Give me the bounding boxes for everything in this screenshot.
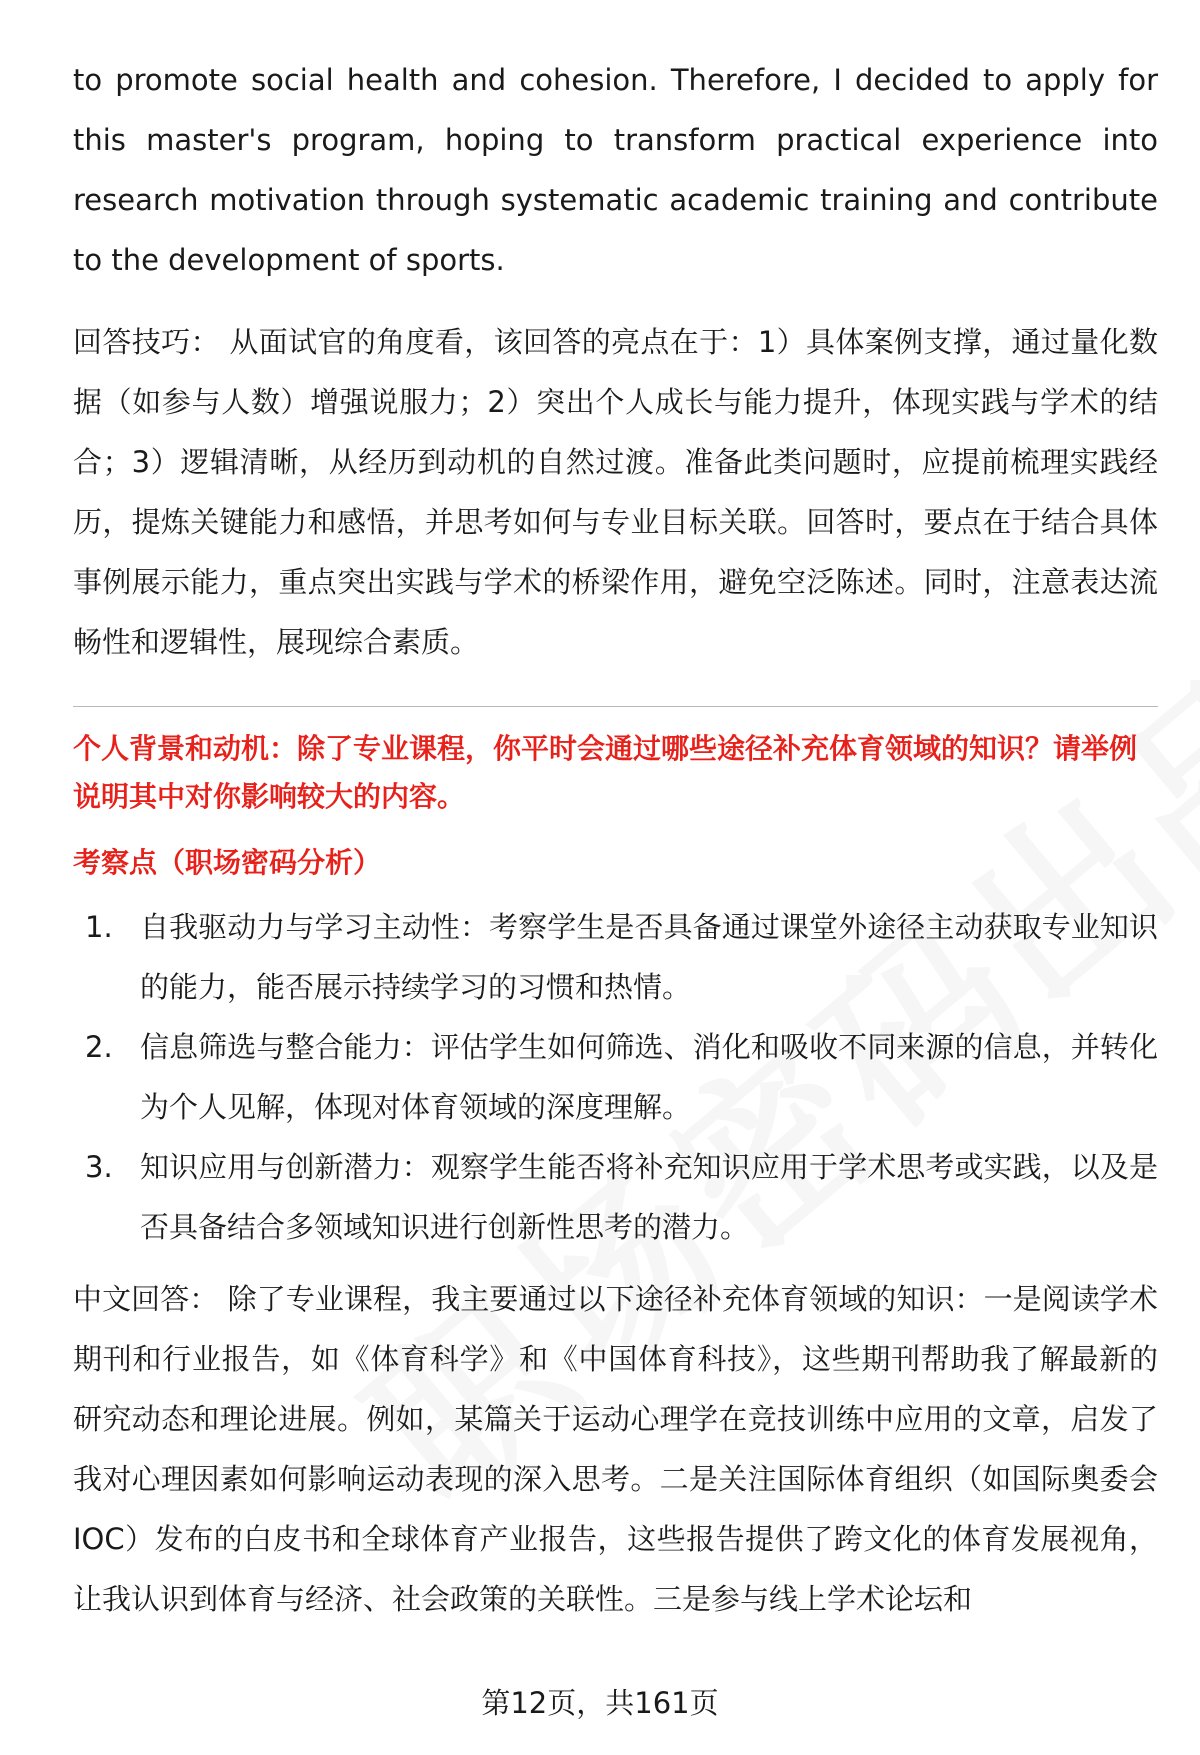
list-item [73,1017,1158,1137]
tips-paragraph: 回答技巧： 从面试官的角度看，该回答的亮点在于：1）具体案例支撑，通过量化数据（如参与人数）增强说服力；2）突出个人成长与能力提升，体现实践与学术的结合；3）逻辑清晰，从经历到动机的自然过渡。准备此类问题时，应提前梳理实践经历，提炼关键能力和感悟，并思考如何与专业目标关联。回答时，要点在于结合具体事例展示能力，重点突出实践与学术的桥梁作用，避免空泛陈述。同时，注意表达流畅性和逻辑性，展现综合素质。 [73,325,1158,659]
document-page [73,50,1158,1629]
list-item [73,1137,1158,1257]
list-item-number: 2. [85,1030,113,1064]
list-item-text: 知识应用与创新潜力：观察学生能否将补充知识应用于学术思考或实践，以及是否具备结合多领域知识进行创新性思考的潜力。 [140,1150,1158,1244]
list-item-number: 3. [85,1150,113,1184]
list-item [73,897,1158,1017]
list-item-text: 信息筛选与整合能力：评估学生如何筛选、消化和吸收不同来源的信息，并转化为个人见解，体现对体育领域的深度理解。 [140,1030,1158,1124]
list-item-text: 自我驱动力与学习主动性：考察学生是否具备通过课堂外途径主动获取专业知识的能力，能否展示持续学习的习惯和热情。 [140,910,1158,1004]
question-heading: 个人背景和动机：除了专业课程，你平时会通过哪些途径补充体育领域的知识？请举例说明其中对你影响较大的内容。 [73,732,1138,813]
section-divider [73,706,1158,707]
answer-paragraph: 中文回答： 除了专业课程，我主要通过以下途径补充体育领域的知识：一是阅读学术期刊和行业报告，如《体育科学》和《中国体育科技》，这些期刊帮助我了解最新的研究动态和理论进展。例如，某篇关于运动心理学在竞技训练中应用的文章，启发了我对心理因素如何影响运动表现的深入思考。二是关注国际体育组织（如国际奥委会IOC）发布的白皮书和全球体育产业报告，这些报告提供了跨文化的体育发展视角，让我认识到体育与经济、社会政策的关联性。三是参与线上学术论坛和 [73,1282,1158,1616]
intro-paragraph: to promote social health and cohesion. Therefore, I decided to apply for this master's program, hoping to transform practical experience into research motivation through systematic academic training and contribute to the development of sports. [73,63,1158,277]
analysis-points-list [73,897,1158,1257]
list-item-number: 1. [85,910,113,944]
page-footer: 第12页，共161页 [481,1686,719,1720]
analysis-label: 考察点（职场密码分析） [73,846,382,879]
